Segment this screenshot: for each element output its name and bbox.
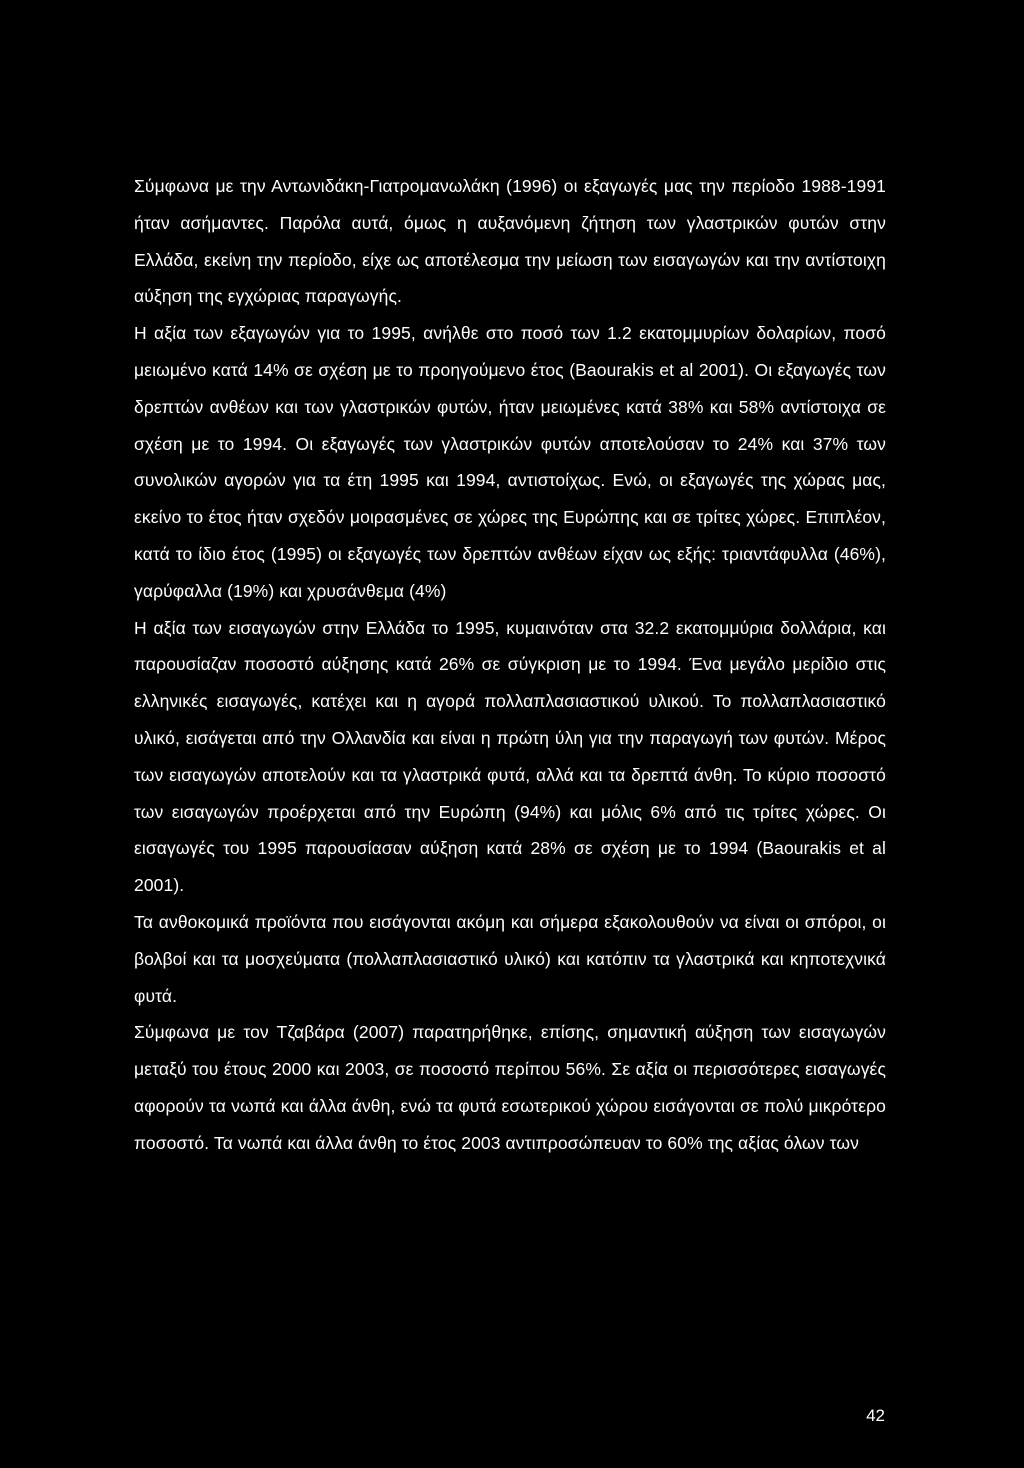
document-body [134,168,886,1162]
paragraph-imports-1995: Η αξία των εισαγωγών στην Ελλάδα το 1995, κυμαινόταν στα 32.2 εκατομμύρια δολλάρια, και παρουσίαζαν ποσοστό αύξησης κατά 26% σε σύγκριση με το 1994. Ένα μεγάλο μερίδιο στις ελληνικές εισαγωγές, κατέχει και η αγορά πολλαπλασιαστικού υλικού. Το πολλαπλασιαστικό υλικό, εισάγεται από την Ολλανδία και είναι η πρώτη ύλη για την παραγωγή των φυτών. Μέρος των εισαγωγών αποτελούν και τα γλαστρικά φυτά, αλλά και τα δρεπτά άνθη. Το κύριο ποσοστό των εισαγωγών προέρχεται από την Ευρώπη (94%) και μόλις 6% από τις τρίτες χώρες. Οι εισαγωγές του 1995 παρουσίασαν αύξηση κατά 28% σε σχέση με το 1994 (Baourakis et al 2001). [134,617,886,896]
page-number: 42 [866,1406,885,1425]
paragraph-imported-products: Τα ανθοκομικά προϊόντα που εισάγονται ακόμη και σήμερα εξακολουθούν να είναι οι σπόροι, οι βολβοί και τα μοσχεύματα (πολλαπλασιαστικό υλικό) και κατόπιν τα γλαστρικά και κηποτεχνικά φυτά. [134,911,886,1006]
paragraph-imports-2000-2003: Σύμφωνα με τον Τζαβάρα (2007) παρατηρήθηκε, επίσης, σημαντική αύξηση των εισαγωγών μεταξύ του έτους 2000 και 2003, σε ποσοστό περίπου 56%. Σε αξία οι περισσότερες εισαγωγές αφορούν τα νωπά και άλλα άνθη, ενώ τα φυτά εσωτερικού χώρου εισάγονται σε πολύ μικρότερο ποσοστό. Τα νωπά και άλλα άνθη το έτος 2003 αντιπροσώπευαν το 60% της αξίας όλων των [134,1022,886,1153]
paragraph-greek-exports-1988-1991: Σύμφωνα με την Αντωνιδάκη-Γιατρομανωλάκη (1996) οι εξαγωγές μας την περίοδο 1988-1991 ήταν ασήμαντες. Παρόλα αυτά, όμως η αυξανόμενη ζήτηση των γλαστρικών φυτών στην Ελλάδα, εκείνη την περίοδο, είχε ως αποτέλεσμα την μείωση των εισαγωγών και την αντίστοιχη αύξηση της εγχώριας παραγωγής. [134,176,886,307]
paragraph-exports-1995: Η αξία των εξαγωγών για το 1995, ανήλθε στο ποσό των 1.2 εκατομμυρίων δολαρίων, ποσό μειωμένο κατά 14% σε σχέση με το προηγούμενο έτος (Baourakis et al 2001). Οι εξαγωγές των δρεπτών ανθέων και των γλαστρικών φυτών, ήταν μειωμένες κατά 38% και 58% αντίστοιχα σε σχέση με το 1994. Οι εξαγωγές των γλαστρικών φυτών αποτελούσαν το 24% και 37% των συνολικών αγορών για τα έτη 1995 και 1994, αντιστοίχως. Ενώ, οι εξαγωγές της χώρας μας, εκείνο το έτος ήταν σχεδόν μοιρασμένες σε χώρες της Ευρώπης και σε τρίτες χώρες. Επιπλέον, κατά το ίδιο έτος (1995) οι εξαγωγές των δρεπτών ανθέων είχαν ως εξής: τριαντάφυλλα (46%), γαρύφαλλα (19%) και χρυσάνθεμα (4%) [134,323,886,601]
